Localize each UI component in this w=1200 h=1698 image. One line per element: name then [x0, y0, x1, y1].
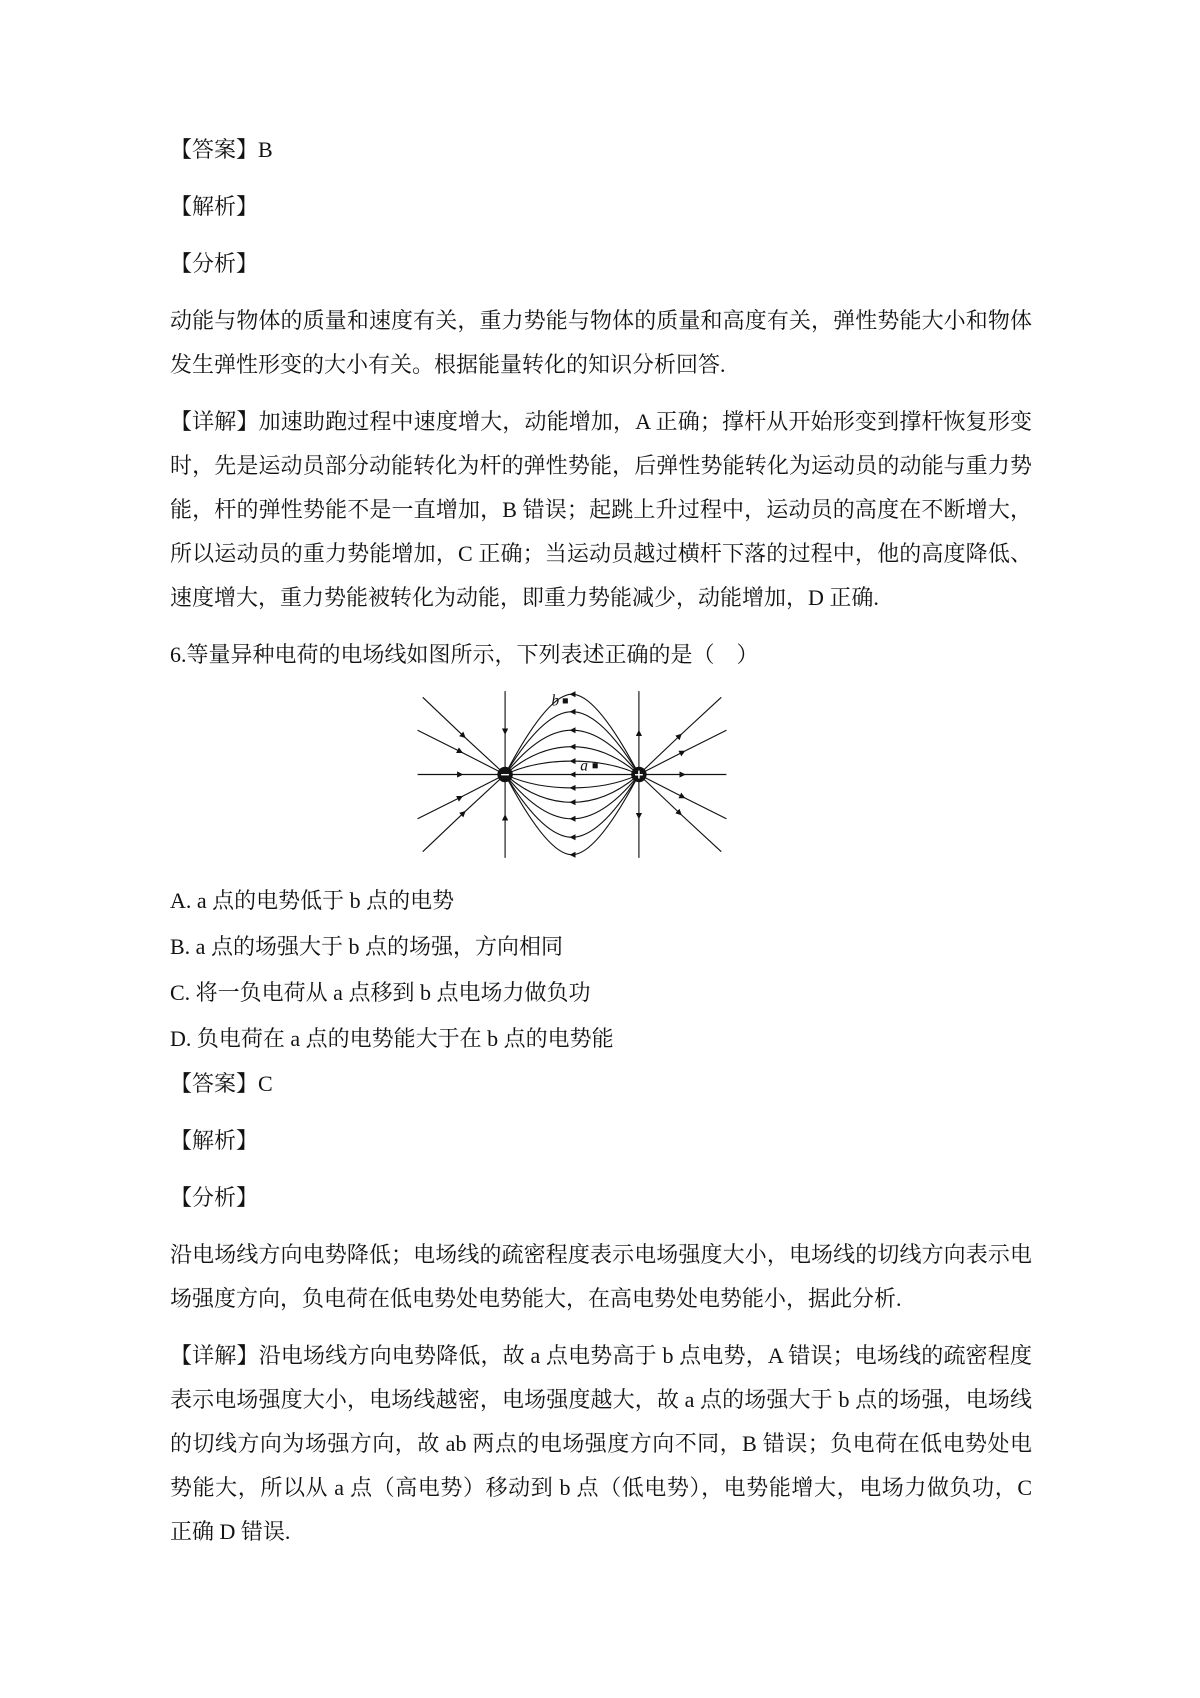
analysis-paragraph-q5: 动能与物体的质量和速度有关，重力势能与物体的质量和高度有关，弹性势能大小和物体发生弹性形变的大小有关。根据能量转化的知识分析回答.: [170, 308, 1032, 377]
field-line: [505, 730, 639, 774]
analysis-paragraph-q6: 沿电场线方向电势降低；电场线的疏密程度表示电场强度大小，电场线的切线方向表示电场强度方向，负电荷在低电势处电势能大，在高电势处电势能小，据此分析.: [170, 1242, 1032, 1311]
point-b-label: b: [551, 692, 560, 710]
negative-charge-symbol: −: [499, 767, 511, 782]
answer-tag-q6: 【答案】C: [170, 1071, 273, 1096]
field-line: [639, 730, 727, 774]
fenxi-tag-q5: 【分析】: [170, 251, 259, 276]
jiexi-tag-q6: 【解析】: [170, 1128, 259, 1153]
point-b-marker: [563, 698, 568, 703]
option-a: A. a 点的电势低于 b 点的电势: [170, 888, 455, 913]
field-line: [505, 775, 639, 819]
field-line: [639, 697, 721, 774]
question-6-stem: 6.等量异种电荷的电场线如图所示，下列表述正确的是（ ）: [170, 642, 759, 667]
field-line: [639, 775, 727, 819]
field-line: [505, 712, 639, 775]
field-line: [418, 775, 506, 819]
field-line: [505, 694, 639, 774]
option-b: B. a 点的场强大于 b 点的场强，方向相同: [170, 934, 563, 959]
option-c: C. 将一负电荷从 a 点移到 b 点电场力做负功: [170, 980, 591, 1005]
field-lines-figure: [402, 687, 742, 862]
answer-tag-q5: 【答案】B: [170, 137, 273, 162]
point-a-marker: [593, 763, 598, 768]
positive-charge-symbol: +: [633, 767, 645, 782]
field-line: [418, 730, 506, 774]
field-line: [505, 775, 639, 788]
field-line: [423, 775, 505, 852]
field-line: [505, 775, 639, 855]
field-line: [423, 697, 505, 774]
detail-paragraph-q6: 【详解】沿电场线方向电势降低，故 a 点电势高于 b 点电势，A 错误；电场线的疏密程度表示电场强度大小，电场线越密，电场强度越大，故 a 点的场强大于 b 点的场强，电场线的切线方向为场强方向，故 ab 两点的电场强度方向不同，B 错误；负电荷在低电势处电势能大，所以从 a 点（高电势）移动到 b 点（低电势），电势能增大，电场力做负功，C 正确 D 错误.: [170, 1343, 1032, 1544]
option-d: D. 负电荷在 a 点的电势能大于在 b 点的电势能: [170, 1026, 614, 1051]
jiexi-tag-q5: 【解析】: [170, 194, 259, 219]
field-line: [505, 775, 639, 838]
dipole-field-svg: [402, 687, 742, 862]
point-a-label: a: [580, 757, 588, 775]
fenxi-tag-q6: 【分析】: [170, 1185, 259, 1210]
detail-paragraph-q5: 【详解】加速助跑过程中速度增大，动能增加，A 正确；撑杆从开始形变到撑杆恢复形变时，先是运动员部分动能转化为杆的弹性势能，后弹性势能转化为运动员的动能与重力势能，杆的弹性势能不是一直增加，B 错误；起跳上升过程中，运动员的高度在不断增大，所以运动员的重力势能增加，C 正确；当运动员越过横杆下落的过程中，他的高度降低、速度增大，重力势能被转化为动能，即重力势能减少，动能增加，D 正确.: [170, 409, 1032, 610]
field-line: [639, 775, 721, 852]
field-line: [505, 761, 639, 774]
